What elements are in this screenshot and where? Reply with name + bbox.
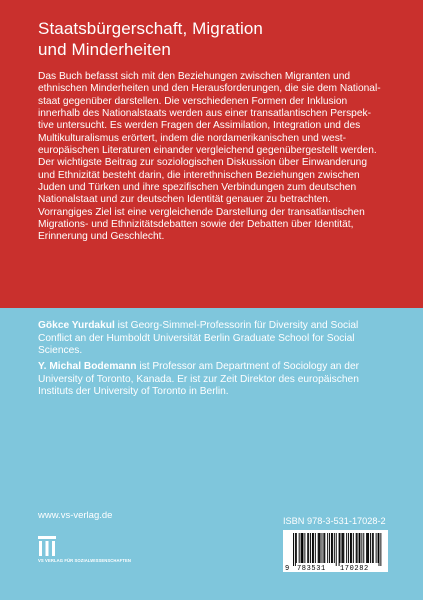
barcode-digit-prefix: 9 [285,565,290,572]
barcode-icon [283,530,388,572]
publisher-logo-icon [38,536,56,556]
barcode [283,530,388,572]
author-bio-line: ist Professor am Department of Sociology an der [136,361,360,372]
description-line: Multikulturalismus erörtert, indem die nordamerikanischen und west- [38,132,347,144]
description-line: europäischen Literaturen einander vergleichend gegenübergestellt werden. [38,145,377,157]
author-name: Gökce Yurdakul [38,320,115,331]
isbn-number: ISBN 978-3-531-17028-2 [283,516,386,526]
description-line: Migrations- und Ethnizitätsdebatten sowie der Debatten über Identität, [38,219,354,231]
description-line: innerhalb des Nationalstaats werden aus einer transatlantischen Perspek- [38,108,371,120]
description-line: Erinnerung und Geschlecht. [38,231,165,243]
barcode-bars [293,533,381,566]
author-bio-line: Conflict an der Humboldt Universität Berlin Graduate School for Social [38,332,355,344]
author-name: Y. Michal Bodemann [38,361,137,372]
description-line: tive untersucht. Es werden Fragen der Assimilation, Integration und des [38,120,361,132]
description-line: ethnischen Minderheiten und den Herausforderungen, die sie dem National- [38,83,381,95]
book-title [38,18,398,60]
barcode-digits-right: 170282 [340,565,369,572]
description-line: Der wichtigste Beitrag zur soziologischen Diskussion über Einwanderung [38,157,367,169]
book-title-line-2: und Minderheiten [38,40,171,59]
description-line: Juden und Türken und ihre spezifischen Verbindungen zum deutschen [38,182,357,194]
book-description [38,71,394,244]
author-panel [0,308,423,600]
publisher-website: www.vs-verlag.de [38,510,113,521]
author-bio-line: Instituts der University of Toronto in Berlin. [38,386,229,398]
author-bio-bodemann [38,361,398,399]
author-bio-yurdakul [38,320,398,358]
author-bio-line: Sciences. [38,345,83,357]
author-bio-line: University of Toronto, Kanada. Er ist zur Zeit Direktor des europäischen [38,373,359,385]
description-line: staat gegenüber darstellen. Die verschiedenen Formen der Inklusion [38,95,348,107]
description-line: und Ethnizität besteht darin, die interethnischen Beziehungen zwischen [38,169,360,181]
book-title-line-1: Staatsbürgerschaft, Migration [38,19,263,38]
publisher-name: VS VERLAG FÜR SOZIALWISSENSCHAFTEN [38,558,131,563]
description-line: Vorrangiges Ziel ist eine vergleichende Darstellung der transatlantischen [38,206,365,218]
description-line: Das Buch befasst sich mit den Beziehungen zwischen Migranten und [38,71,351,82]
author-bio-line: ist Georg-Simmel-Professorin für Diversity and Social [114,320,359,331]
description-line: Nationalstaat und zur deutschen Identität genauer zu betrachten. [38,194,331,206]
barcode-digits-left: 783531 [297,565,326,572]
